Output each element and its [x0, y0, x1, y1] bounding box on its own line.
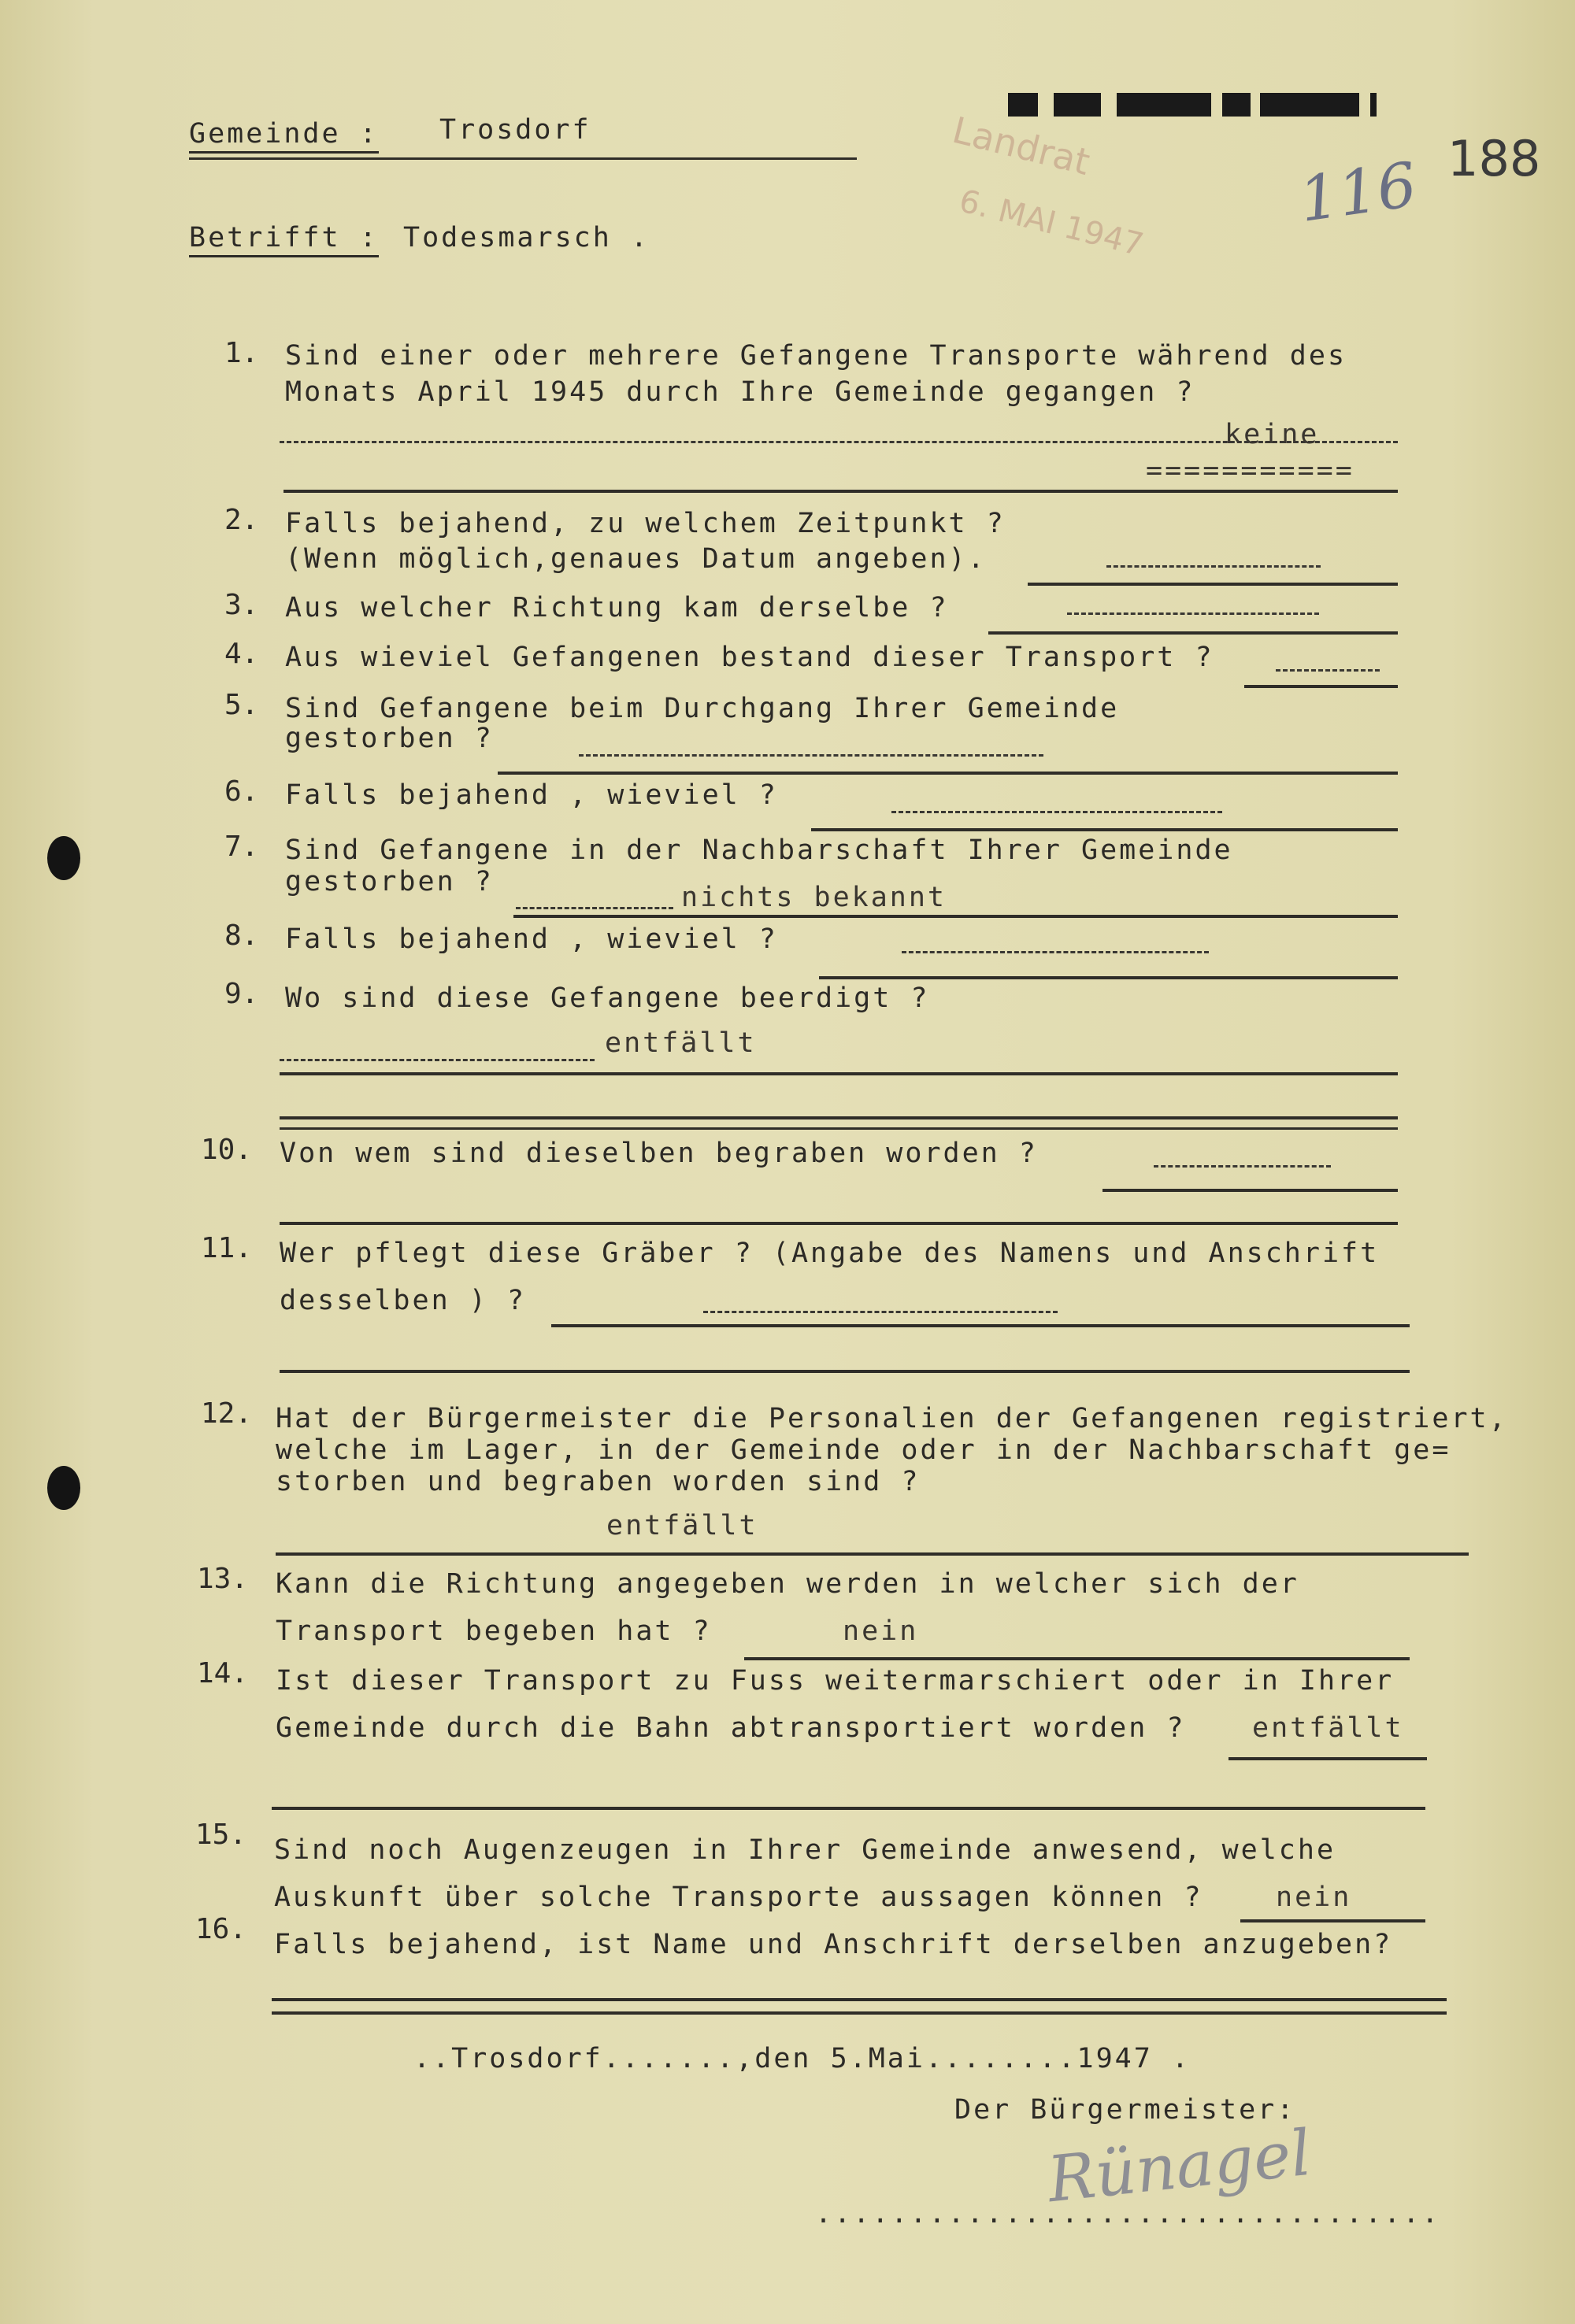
question-text: Hat der Bürgermeister die Personalien der Gefangenen registriert,	[276, 1403, 1508, 1434]
answer-value: entfällt	[605, 1027, 757, 1059]
question-text: Monats April 1945 durch Ihre Gemeinde gegangen ?	[285, 376, 1195, 408]
answer-line	[744, 1657, 1410, 1660]
answer-value: entfällt	[1252, 1712, 1404, 1744]
question-text: Aus wieviel Gefangenen bestand dieser Transport ?	[285, 642, 1214, 673]
question-number: 15.	[195, 1819, 247, 1851]
answer-line	[284, 490, 1398, 493]
question-text: Sind Gefangene beim Durchgang Ihrer Gemeinde	[285, 693, 1120, 724]
question-number: 4.	[224, 638, 259, 670]
question-number: 10.	[201, 1134, 253, 1166]
question-text: Ist dieser Transport zu Fuss weitermarschiert oder in Ihrer	[276, 1665, 1395, 1697]
answer-line	[280, 1222, 1398, 1225]
betrifft-label: Betrifft :	[189, 222, 379, 257]
answer-underline: ===========	[1146, 455, 1354, 487]
answer-line	[1228, 1757, 1427, 1760]
question-number: 12.	[201, 1397, 253, 1430]
page-number: 188	[1447, 130, 1541, 187]
question-text: Wo sind diese Gefangene beerdigt ?	[285, 983, 930, 1014]
answer-line	[1102, 1189, 1398, 1192]
question-text: Auskunft über solche Transporte aussagen können ?	[274, 1882, 1203, 1913]
question-text: welche im Lager, in der Gemeinde oder in der Nachbarschaft ge=	[276, 1434, 1451, 1466]
answer-line	[1240, 1919, 1425, 1922]
question-text: desselben ) ?	[280, 1285, 526, 1316]
answer-line	[272, 2011, 1447, 2015]
question-number: 6.	[224, 775, 259, 808]
signature-dots: .................................	[815, 2198, 1441, 2230]
question-number: 11.	[201, 1232, 253, 1264]
received-stamp: Landrat 6. MAI 1947	[948, 108, 1147, 264]
punch-hole	[47, 836, 80, 880]
question-text: storben und begraben worden sind ?	[276, 1466, 921, 1497]
answer-dash	[1067, 612, 1319, 615]
punch-hole	[47, 1466, 80, 1510]
answer-line	[1244, 685, 1398, 688]
answer-value: keine	[1225, 419, 1320, 450]
question-text: (Wenn möglich,genaues Datum angeben).	[285, 543, 987, 575]
answer-dash	[1154, 1165, 1331, 1168]
answer-value: nein	[1276, 1882, 1352, 1913]
answer-line	[280, 1370, 1410, 1373]
answer-value: nein	[843, 1615, 919, 1647]
answer-line	[819, 976, 1398, 979]
question-number: 5.	[224, 689, 259, 721]
question-number: 2.	[224, 504, 259, 536]
question-number: 16.	[195, 1913, 247, 1945]
betrifft-value: Todesmarsch .	[403, 222, 650, 253]
question-text: Falls bejahend , wieviel ?	[285, 779, 778, 811]
answer-line	[988, 631, 1398, 635]
answer-dash	[1106, 565, 1321, 568]
signature: Rünagel	[1044, 2115, 1315, 2217]
question-text: Gemeinde durch die Bahn abtransportiert worden ?	[276, 1712, 1186, 1744]
gemeinde-value: Trosdorf	[439, 114, 591, 146]
question-text: Falls bejahend, ist Name und Anschrift derselben anzugeben?	[274, 1929, 1393, 1960]
question-text: Transport begeben hat ?	[276, 1615, 712, 1647]
place-date: ..Trosdorf.......,den 5.Mai........1947 .	[413, 2043, 1191, 2074]
answer-line	[280, 1127, 1398, 1130]
answer-line	[513, 915, 1398, 918]
question-text: Sind noch Augenzeugen in Ihrer Gemeinde anwesend, welche	[274, 1834, 1336, 1866]
answer-dash	[902, 951, 1209, 953]
answer-value: nichts bekannt	[681, 882, 947, 913]
answer-line	[280, 1072, 1398, 1075]
question-number: 8.	[224, 920, 259, 952]
question-text: Sind einer oder mehrere Gefangene Transporte während des	[285, 340, 1347, 372]
answer-line	[272, 1998, 1447, 2001]
answer-value: entfällt	[606, 1510, 758, 1541]
answer-dash	[516, 907, 673, 909]
question-number: 14.	[197, 1657, 249, 1689]
answer-dash	[1276, 669, 1380, 672]
answer-dash	[891, 811, 1222, 813]
answer-line	[272, 1807, 1425, 1810]
question-text: Von wem sind dieselben begraben worden ?	[280, 1138, 1038, 1169]
question-number: 3.	[224, 589, 259, 621]
answer-line	[276, 1552, 1469, 1556]
answer-line	[1028, 583, 1398, 586]
question-text: gestorben ?	[285, 723, 494, 754]
question-text: Wer pflegt diese Gräber ? (Angabe des Namens und Anschrift	[280, 1238, 1380, 1269]
handwritten-number: 116	[1295, 150, 1421, 236]
gemeinde-rule	[189, 157, 857, 160]
question-number: 7.	[224, 831, 259, 863]
answer-dash	[703, 1311, 1058, 1313]
question-text: gestorben ?	[285, 866, 494, 897]
question-text: Kann die Richtung angegeben werden in welcher sich der	[276, 1568, 1299, 1600]
question-text: Falls bejahend , wieviel ?	[285, 923, 778, 955]
question-number: 9.	[224, 978, 259, 1010]
answer-line	[811, 828, 1398, 831]
question-text: Falls bejahend, zu welchem Zeitpunkt ?	[285, 508, 1006, 539]
answer-dash	[579, 754, 1043, 757]
question-text: Sind Gefangene in der Nachbarschaft Ihrer Gemeinde	[285, 834, 1233, 866]
question-number: 1.	[224, 337, 259, 369]
question-number: 13.	[197, 1563, 249, 1595]
answer-dash	[280, 1059, 595, 1061]
answer-line	[551, 1324, 1410, 1327]
question-text: Aus welcher Richtung kam derselbe ?	[285, 592, 949, 624]
signer-title: Der Bürgermeister:	[954, 2094, 1296, 2126]
answer-line	[498, 772, 1398, 775]
answer-line	[280, 1116, 1398, 1119]
gemeinde-label: Gemeinde :	[189, 118, 379, 154]
